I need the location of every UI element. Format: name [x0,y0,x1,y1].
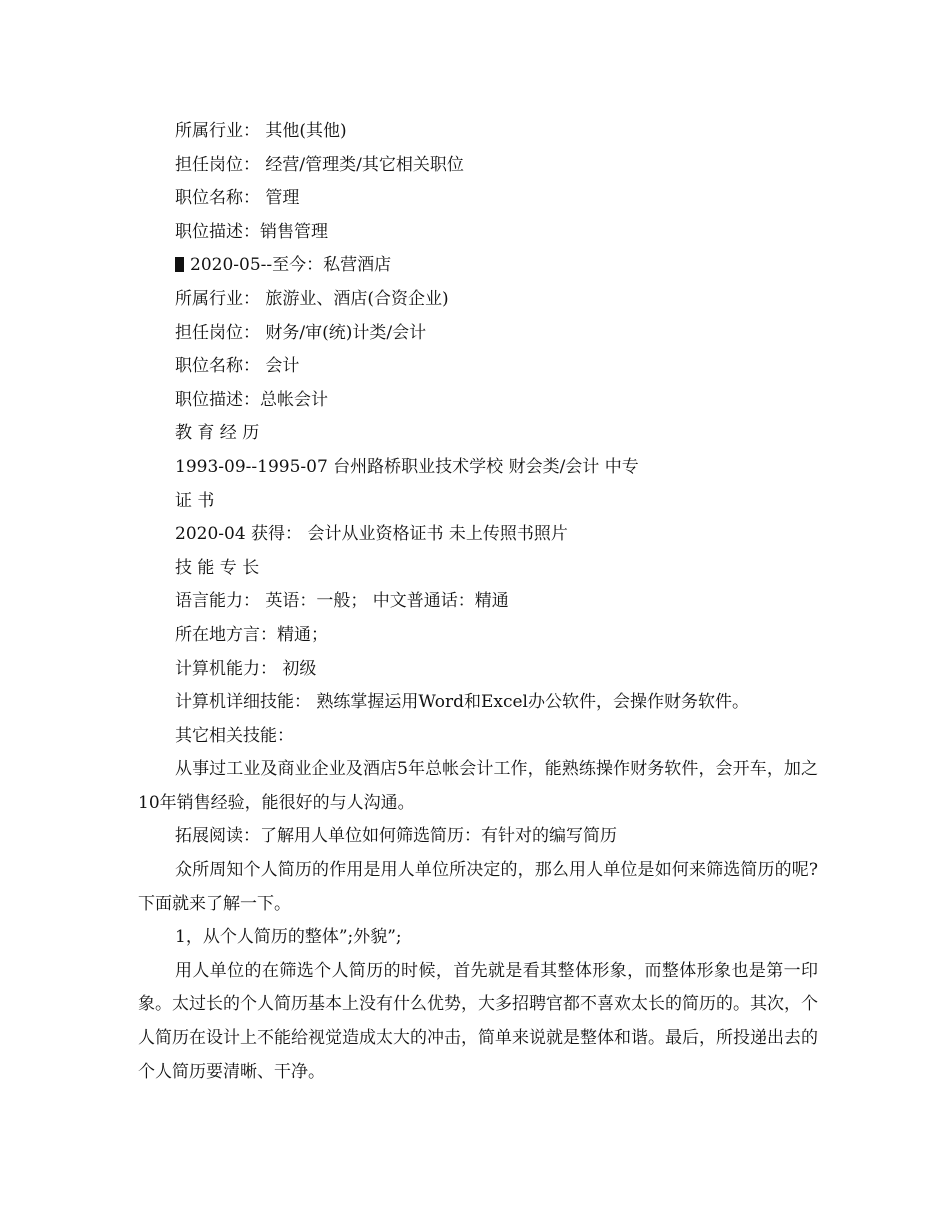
job-title-line-2: 职位名称： 会计 [175,356,300,377]
certificate-entry: 2020-04 获得： 会计从业资格证书 未上传照书照片 [175,524,568,545]
position-line-1: 担任岗位： 经营/管理类/其它相关职位 [175,154,464,175]
section-1-heading: 1，从个人简历的整体”;外貌”; [175,927,402,948]
education-entry: 1993-09--1995-07 台州路桥职业技术学校 财会类/会计 中专 [175,456,639,477]
skills-heading: 技 能 专 长 [175,557,260,578]
language-skill: 语言能力： 英语：一般； 中文普通话：精通 [175,591,509,612]
job-desc-line-2: 职位描述：总帐会计 [175,389,328,410]
industry-line-2: 所属行业： 旅游业、酒店(合资企业) [175,288,449,309]
job-desc-line-1: 职位描述：销售管理 [175,221,328,242]
intro-paragraph: 众所周知个人简历的作用是用人单位所决定的，那么用人单位是如何来筛选简历的呢?下面就来了解一下。 [138,860,818,914]
computer-skill-detail: 计算机详细技能： 熟练掌握运用Word和Excel办公软件，会操作财务软件。 [175,692,749,713]
position-line-2: 担任岗位： 财务/审(统)计类/会计 [175,322,427,343]
extended-reading-title: 拓展阅读：了解用人单位如何筛选简历：有针对的编写简历 [175,826,617,847]
bullet-marker-icon [175,257,184,272]
computer-skill-level: 计算机能力： 初级 [175,658,317,679]
certificate-heading: 证 书 [175,490,215,511]
industry-line-1: 所属行业： 其他(其他) [175,121,347,141]
work-entry-text: 2020-05--至今：私营酒店 [190,255,392,276]
other-skills-paragraph: 从事过工业及商业企业及酒店5年总帐会计工作，能熟练操作财务软件，会开车，加之10年销售经验，能很好的与人沟通。 [138,759,818,813]
work-entry-heading [138,249,818,283]
body-paragraph: 用人单位的在筛选个人简历的时候，首先就是看其整体形象，而整体形象也是第一印象。太过长的个人简历基本上没有什么优势，大多招聘官都不喜欢太长的简历的。其次，个人简历在设计上不能给视觉造成太大的冲击，简单来说就是整体和谐。最后，所投递出去的个人简历要清晰、干净。 [138,960,818,1082]
education-heading: 教 育 经 历 [175,423,260,444]
resume-content [138,115,818,1089]
other-skills-label: 其它相关技能： [175,725,294,746]
dialect-skill: 所在地方言：精通； [175,624,328,645]
job-title-line-1: 职位名称： 管理 [175,188,300,209]
